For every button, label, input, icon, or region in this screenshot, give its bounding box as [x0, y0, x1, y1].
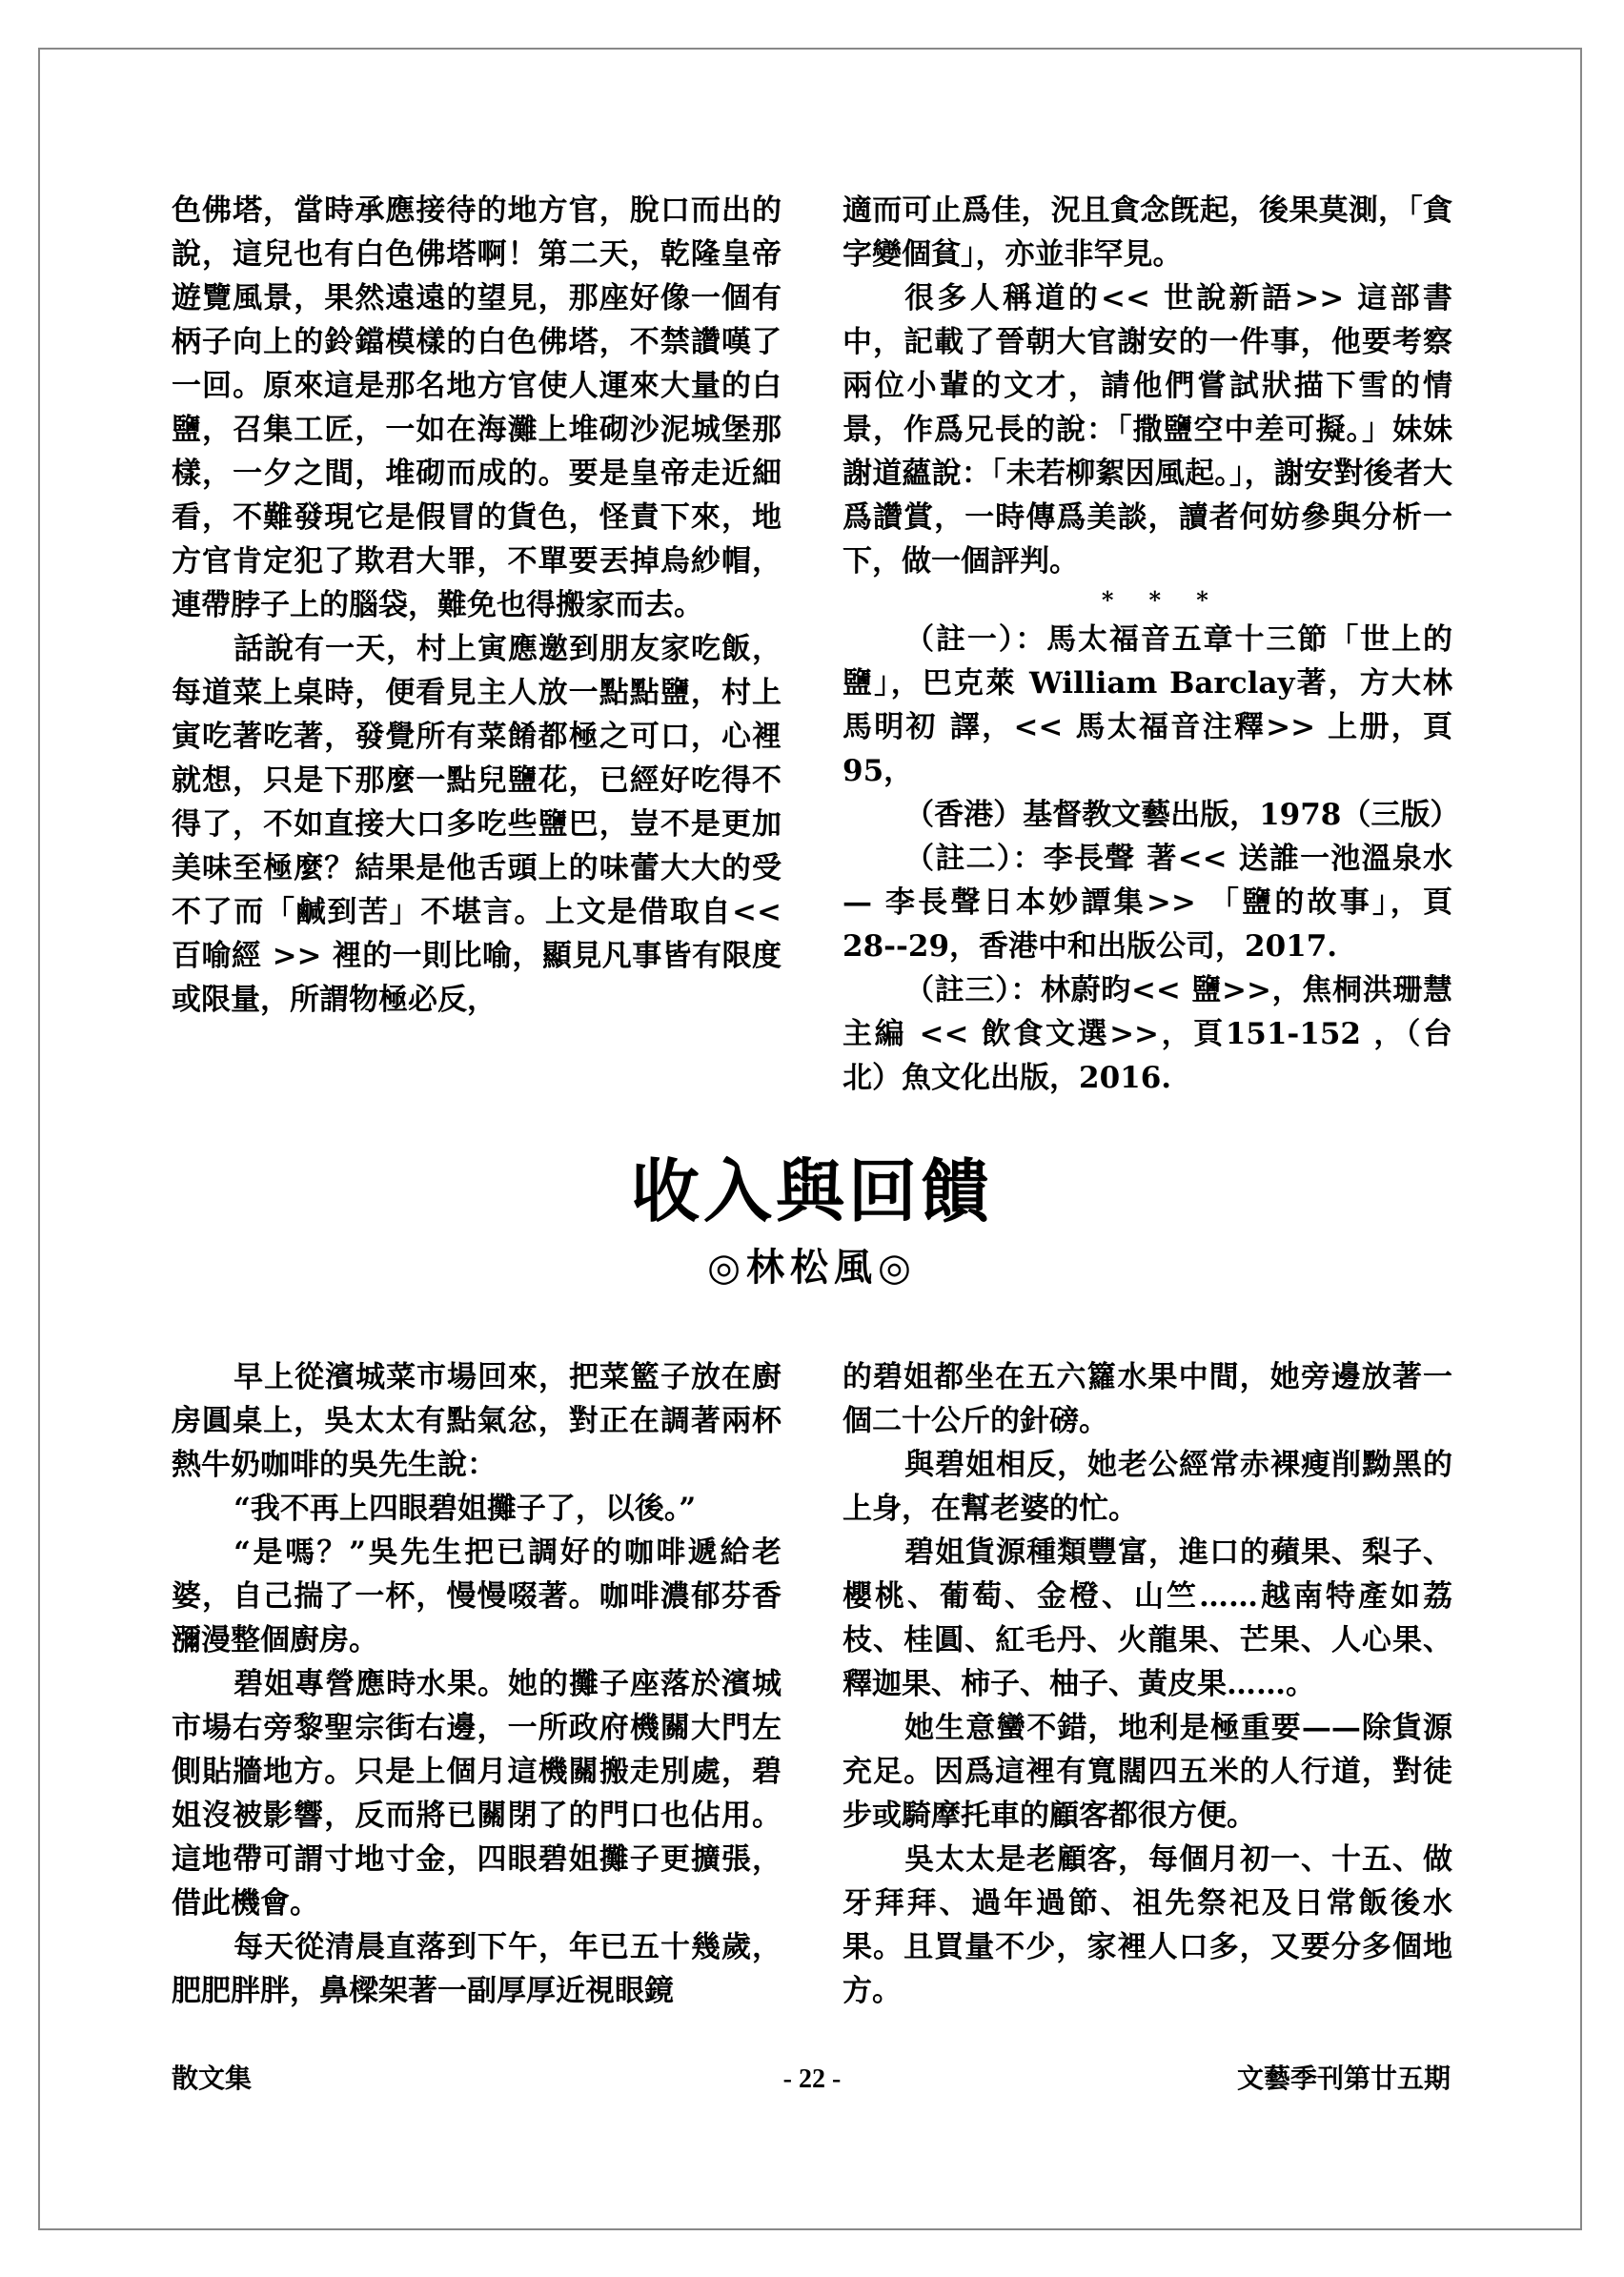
paragraph: 的碧姐都坐在五六籮水果中間，她旁邊放著一個二十公斤的針磅。: [842, 1360, 1452, 1438]
paragraph: 很多人稱道的<< 世說新語>> 這部書中，記載了晉朝大官謝安的一件事，他要考察兩位小輩的文才，請他們嘗試狀描下雪的情景，作爲兄長的說：「撒鹽空中差可擬。」妹妹謝道蘊說：「未若柳絮因風起。」，謝安對後者大爲讚賞，一時傳爲美談，讀者何妨參與分析一下，做一個評判。: [842, 281, 1452, 579]
footnote: （註二）：李長聲 著<< 送誰一池溫泉水 — 李長聲日本妙譚集>> 「鹽的故事」，頁28--29，香港中和出版公司，2017.: [842, 842, 1452, 964]
paragraph: 吳太太是老顧客，每個月初一、十五、做牙拜拜、過年過節、祖先祭祀及日常飯後水果。且買量不少，家裡人口多，又要分多個地方。: [842, 1842, 1452, 2008]
paragraph: 與碧姐相反，她老公經常赤裸瘦削黝黑的上身，在幫老婆的忙。: [842, 1448, 1452, 1526]
paragraph: 早上從濱城菜市場回來，把菜籃子放在廚房圓桌上，吳太太有點氣忿，對正在調著兩杯熱牛奶咖啡的吳先生說：: [172, 1360, 782, 1482]
article2-left-column: [172, 1355, 782, 2013]
paragraph: 碧姐專營應時水果。她的攤子座落於濱城市場右旁黎聖宗街右邊，一所政府機關大門左側貼牆地方。只是上個月這機關搬走別處，碧姐沒被影響，反而將已關閉了的門口也佔用。這地帶可謂寸地寸金，四眼碧姐攤子更擴張，借此機會。: [172, 1667, 782, 1921]
footer-issue: 文藝季刊第廿五期: [1236, 2064, 1451, 2094]
footnote: （註一）：馬太福音五章十三節「世上的鹽」，巴克萊 William Barclay著，方大林馬明初 譯，<< 馬太福音注釋>> 上册，頁95，: [842, 622, 1452, 788]
paragraph: 適而可止爲佳，況且貪念旣起，後果莫測，「貪字變個貧」，亦並非罕見。: [842, 193, 1452, 272]
paragraph: 色佛塔，當時承應接待的地方官，脫口而出的說，這兒也有白色佛塔啊！第二天，乾隆皇帝遊覽風景，果然遠遠的望見，那座好像一個有柄子向上的鈴鐺模樣的白色佛塔，不禁讚嘆了一回。原來這是那名地方官使人運來大量的白鹽，召集工匠，一如在海灘上堆砌沙泥城堡那樣，一夕之間，堆砌而成的。要是皇帝走近細看，不難發現它是假冒的貨色，怪責下來，地方官肯定犯了欺君大罪，不單要丟掉烏紗帽，連帶脖子上的腦袋，難免也得搬家而去。: [172, 193, 782, 622]
paragraph: 話說有一天，村上寅應邀到朋友家吃飯，每道菜上桌時，便看見主人放一點點鹽，村上寅吃著吃著，發覺所有菜餚都極之可口，心裡就想，只是下那麼一點兒鹽花，已經好吃得不得了，不如直接大口多吃些鹽巴，豈不是更加美味至極麼？結果是他舌頭上的味蕾大大的受不了而「鹹到苦」不堪言。上文是借取自<< 百喻經 >> 裡的一則比喻，顯見凡事皆有限度或限量，所謂物極必反，: [172, 632, 782, 1017]
article-author: ◎林松風◎: [707, 1245, 917, 1290]
article2-right-column: [842, 1355, 1452, 2013]
section-separator: * * *: [1101, 586, 1223, 614]
paragraph: “是嗎？”吳先生把已調好的咖啡遞給老婆，自己揣了一杯，慢慢啜著。咖啡濃郁芬香瀰漫整個廚房。: [172, 1535, 782, 1657]
paragraph: “我不再上四眼碧姐攤子了，以後。”: [233, 1492, 697, 1526]
paragraph: 每天從清晨直落到下午，年已五十幾歲，肥肥胖胖，鼻樑架著一副厚厚近視眼鏡: [172, 1930, 782, 2008]
article1-left-column: [172, 189, 782, 1022]
footnote: （註三）：林蔚昀<< 鹽>>，焦桐洪珊慧主編 << 飲食文選>>，頁151-152 ，（台北）魚文化出版，2016.: [842, 973, 1452, 1095]
paragraph: 碧姐貨源種類豐富，進口的蘋果、梨子、櫻桃、葡萄、金橙、山竺……越南特產如荔枝、桂圓、紅毛丹、火龍果、芒果、人心果、釋迦果、柿子、柚子、黃皮果……。: [842, 1535, 1452, 1701]
footer-collection-name: 散文集: [172, 2064, 253, 2094]
page-number: - 22 -: [782, 2064, 842, 2094]
article-title: 收入與回饋: [630, 1150, 993, 1231]
paragraph: 她生意蠻不錯，地利是極重要——除貨源充足。因爲這裡有寬闊四五米的人行道，對徒步或騎摩托車的顧客都很方便。: [842, 1711, 1452, 1833]
article1-right-column: [842, 189, 1460, 1100]
footnote: （香港）基督教文藝出版，1978（三版）: [904, 798, 1460, 832]
